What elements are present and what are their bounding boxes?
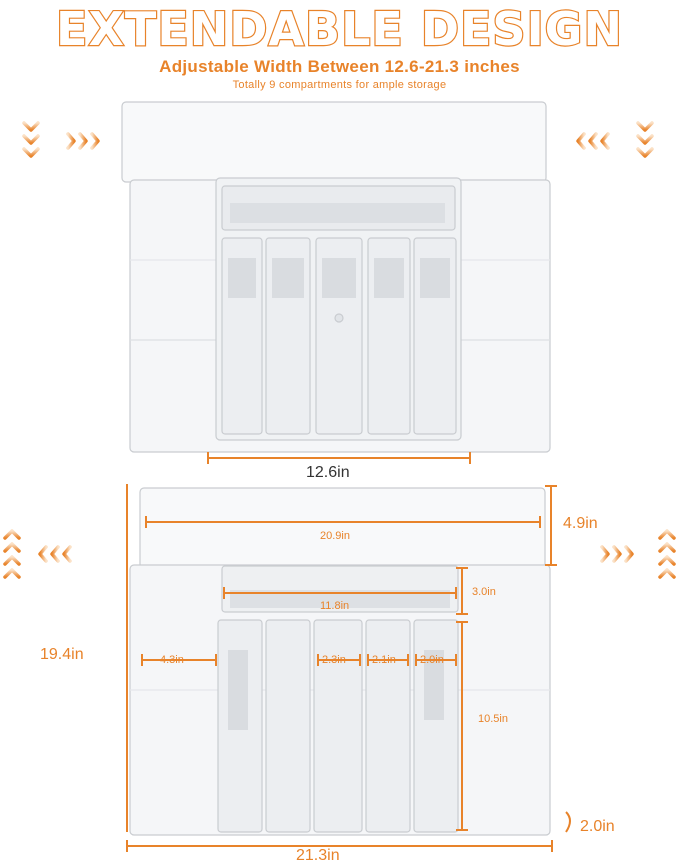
- chevron-right-double-icon: [24, 123, 98, 156]
- slot: [366, 620, 410, 832]
- slot: [266, 620, 310, 832]
- label-inner-tray-depth: 3.0in: [472, 586, 496, 598]
- label-extended-width: 21.3in: [296, 847, 340, 864]
- label-depth: 19.4in: [40, 646, 84, 663]
- organizer-collapsed: [122, 102, 550, 452]
- dimension-height: [566, 812, 570, 832]
- label-slot-width-c: 2.0in: [420, 654, 444, 666]
- page-subtitle: Adjustable Width Between 12.6-21.3 inches: [159, 57, 520, 76]
- back-tray: [122, 102, 546, 182]
- page-title: EXTENDABLE DESIGN: [56, 2, 623, 56]
- label-side-compartment-width: 4.3in: [160, 654, 184, 666]
- label-slot-width-b: 2.1in: [372, 654, 396, 666]
- label-top-tray-width: 20.9in: [320, 530, 350, 542]
- label-collapsed-width: 12.6in: [306, 464, 350, 481]
- label-slot-width-a: 2.3in: [322, 654, 346, 666]
- label-height: 2.0in: [580, 818, 615, 835]
- slot: [314, 620, 362, 832]
- back-tray: [140, 488, 545, 568]
- dimension-collapsed-width: [208, 452, 470, 464]
- chevron-right-double-icon: [602, 531, 674, 577]
- chevron-left-double-icon: [578, 123, 652, 156]
- chevron-left-double-icon: [5, 531, 70, 577]
- label-inner-tray-width: 11.8in: [320, 600, 350, 612]
- label-top-tray-depth: 4.9in: [563, 515, 598, 532]
- page-tagline: Totally 9 compartments for ample storage: [232, 79, 447, 91]
- label-slot-length: 10.5in: [478, 713, 508, 725]
